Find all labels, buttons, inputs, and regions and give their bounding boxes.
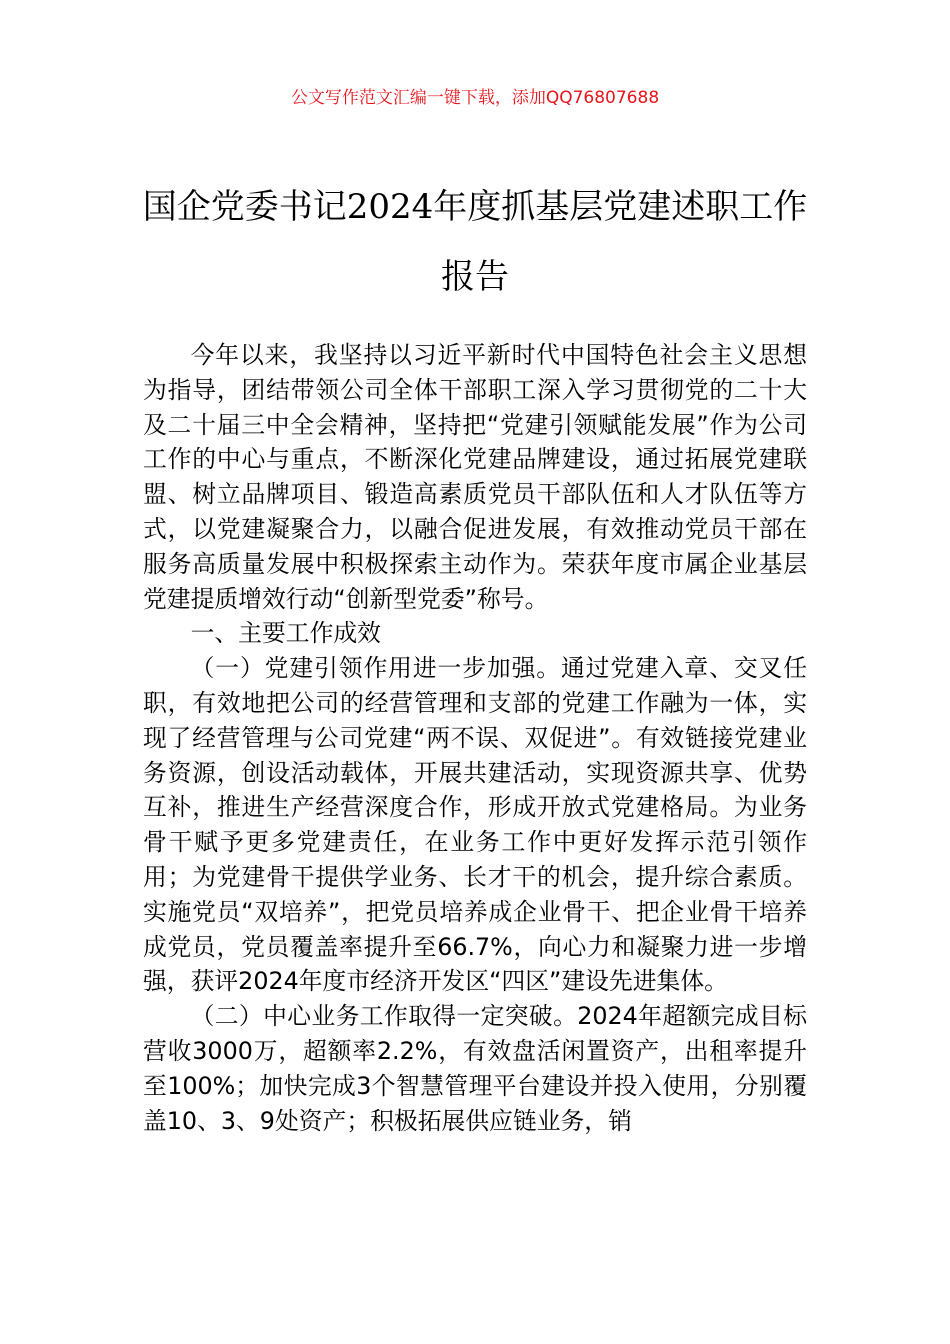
document-body	[143, 338, 807, 1138]
document-title: 国企党委书记2024年度抓基层党建述职工作报告	[142, 187, 808, 297]
paragraph-core-business: （二）中心业务工作取得一定突破。2024年超额完成目标营收3000万，超额率2.2%，有效盘活闲置资产，出租率提升至100%；加快完成3个智慧管理平台建设并投入使用，分别覆盖10、3、9处资产；积极拓展供应链业务，销	[143, 1002, 807, 1135]
paragraph-party-leadership: （一）党建引领作用进一步加强。通过党建入章、交叉任职，有效地把公司的经营管理和支部的党建工作融为一体，实现了经营管理与公司党建“两不误、双促进”。有效链接党建业务资源，创设活动载体，开展共建活动，实现资源共享、优势互补，推进生产经营深度合作，形成开放式党建格局。为业务骨干赋予更多党建责任，在业务工作中更好发挥示范引领作用；为党建骨干提供学业务、长才干的机会，提升综合素质。实施党员“双培养”，把党员培养成企业骨干、把企业骨干培养成党员，党员覆盖率提升至66.7%，向心力和凝聚力进一步增强，获评2024年度市经济开发区“四区”建设先进集体。	[143, 654, 807, 996]
intro-paragraph: 今年以来，我坚持以习近平新时代中国特色社会主义思想为指导，团结带领公司全体干部职工深入学习贯彻党的二十大及二十届三中全会精神，坚持把“党建引领赋能发展”作为公司工作的中心与重点，不断深化党建品牌建设，通过拓展党建联盟、树立品牌项目、锻造高素质党员干部队伍和人才队伍等方式，以党建凝聚合力，以融合促进发展，有效推动党员干部在服务高质量发展中积极探索主动作为。荣获年度市属企业基层党建提质增效行动“创新型党委”称号。	[143, 341, 807, 613]
header-download-note: 公文写作范文汇编一键下载，添加QQ76807688	[290, 88, 660, 108]
section-heading-main-achievements: 一、主要工作成效	[190, 619, 381, 648]
